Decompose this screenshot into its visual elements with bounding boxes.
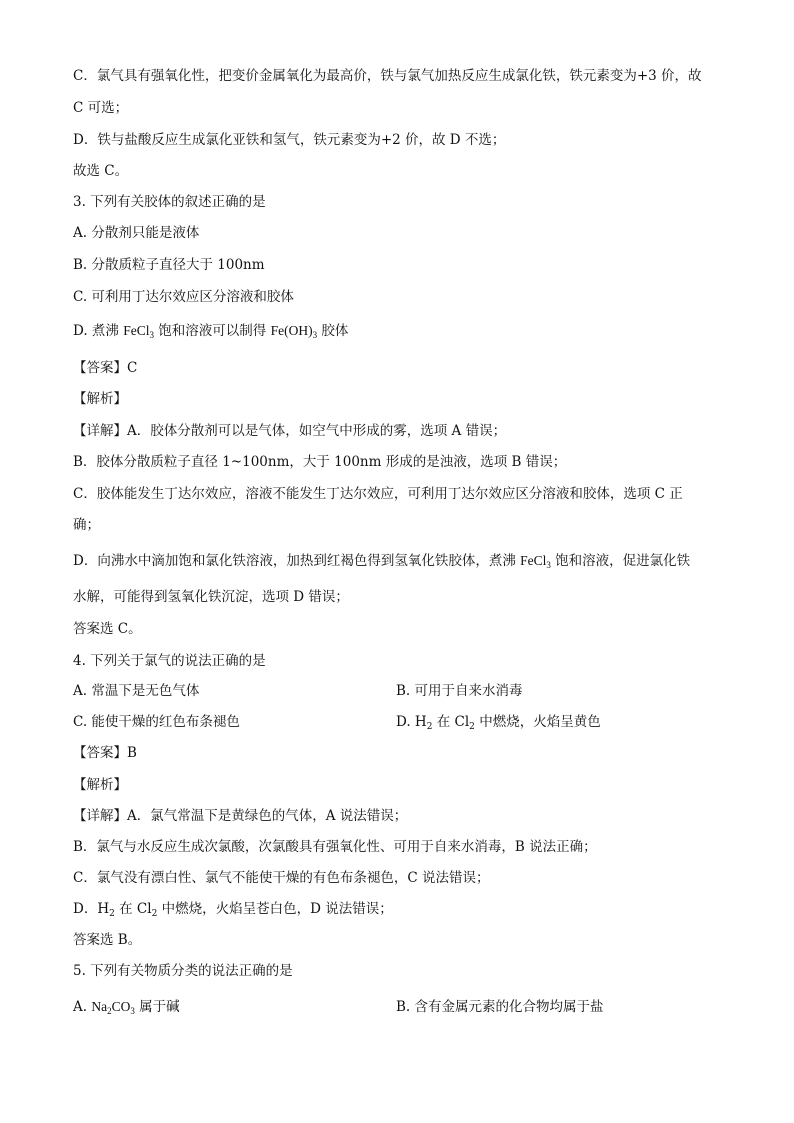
q3-detail-a: 【详解】A．胶体分散剂可以是气体，如空气中形成的雾，选项 A 错误； — [73, 423, 507, 439]
q3-detail-b: B．胶体分散质粒子直径 1~100nm，大于 100nm 形成的是浊液，选项 B 错误； — [73, 454, 567, 470]
q4-stem: 4. 下列关于氯气的说法正确的是 — [73, 653, 266, 669]
q5-stem: 5. 下列有关物质分类的说法正确的是 — [73, 963, 293, 979]
q2-conclusion: 故选 C。 — [73, 163, 129, 179]
q4-option-b: B. 可用于自来水消毒 — [396, 683, 523, 699]
q4-detail-a: 【详解】A．氯气常温下是黄绿色的气体，A 说法错误； — [73, 808, 408, 824]
q4-answer: 【答案】B — [73, 745, 137, 761]
q3-detail-d-line2: 水解，可能得到氢氧化铁沉淀，选项 D 错误； — [73, 589, 349, 605]
q3-stem: 3. 下列有关胶体的叙述正确的是 — [73, 194, 266, 210]
q5-option-a: A. $Na_2CO_3$ 属于碱 — [73, 999, 180, 1016]
q4-option-c: C. 能使干燥的红色布条褪色 — [73, 714, 240, 730]
q2-option-c-explanation-line2: C 可选； — [73, 100, 129, 116]
q4-conclusion: 答案选 B。 — [73, 932, 142, 948]
q3-analysis-label: 【解析】 — [73, 391, 127, 407]
q3-conclusion: 答案选 C。 — [73, 621, 142, 637]
q2-option-c-explanation-line1: C．氯气具有强氧化性，把变价金属氧化为最高价，铁与氯气加热反应生成氯化铁，铁元素变为+3 价，故 — [73, 68, 702, 84]
q5-option-a-formula-na2co3: $Na_2CO_3$ — [91, 999, 135, 1016]
q4-analysis-label: 【解析】 — [73, 777, 127, 793]
q3-detail-c-line2: 确； — [73, 517, 100, 533]
q4-detail-c: C．氯气没有漂白性、氯气不能使干燥的有色布条褪色，C 说法错误； — [73, 870, 490, 886]
q3-detail-c-line1: C．胶体能发生丁达尔效应，溶液不能发生丁达尔效应，可利用丁达尔效应区分溶液和胶体，选项 C 正 — [73, 486, 683, 502]
q4-option-a: A. 常温下是无色气体 — [73, 683, 200, 699]
q3-option-d-middle: 饱和溶液可以制得 — [153, 323, 271, 339]
q5-option-b: B. 含有金属元素的化合物均属于盐 — [396, 999, 604, 1015]
q3-option-d-suffix: 胶体 — [317, 323, 349, 339]
q4-detail-b: B．氯气与水反应生成次氯酸，次氯酸具有强氧化性、可用于自来水消毒，B 说法正确； — [73, 839, 597, 855]
q3-option-d-prefix: D. 煮沸 — [73, 323, 124, 339]
q3-option-d-formula-feoh3: $Fe(OH)_3$ — [270, 323, 318, 340]
q3-option-c: C. 可利用丁达尔效应区分溶液和胶体 — [73, 289, 294, 305]
q3-option-a: A. 分散剂只能是液体 — [73, 225, 200, 241]
q4-detail-d: D．$H_2$ 在 $Cl_2$ 中燃烧，火焰呈苍白色，D 说法错误； — [73, 901, 393, 919]
q3-option-d-formula-fecl3: FeCl$_3$ — [123, 323, 154, 340]
q3-option-b: B. 分散质粒子直径大于 100nm — [73, 257, 265, 273]
q3-detail-d-line1: D．向沸水中滴加饱和氯化铁溶液，加热到红褐色得到氢氧化铁胶体，煮沸 FeCl$_3$ 饱和溶液，促进氯化铁 — [73, 553, 691, 570]
q2-option-d-explanation: D．铁与盐酸反应生成氯化亚铁和氢气，铁元素变为+2 价，故 D 不选； — [73, 132, 506, 148]
q3-option-d — [73, 322, 348, 340]
q3-detail-d-formula-fecl3: FeCl$_3$ — [520, 553, 551, 570]
q4-option-d: D. $H_2$ 在 $Cl_2$ 中燃烧，火焰呈黄色 — [396, 714, 601, 732]
q3-answer: 【答案】C — [73, 360, 138, 376]
